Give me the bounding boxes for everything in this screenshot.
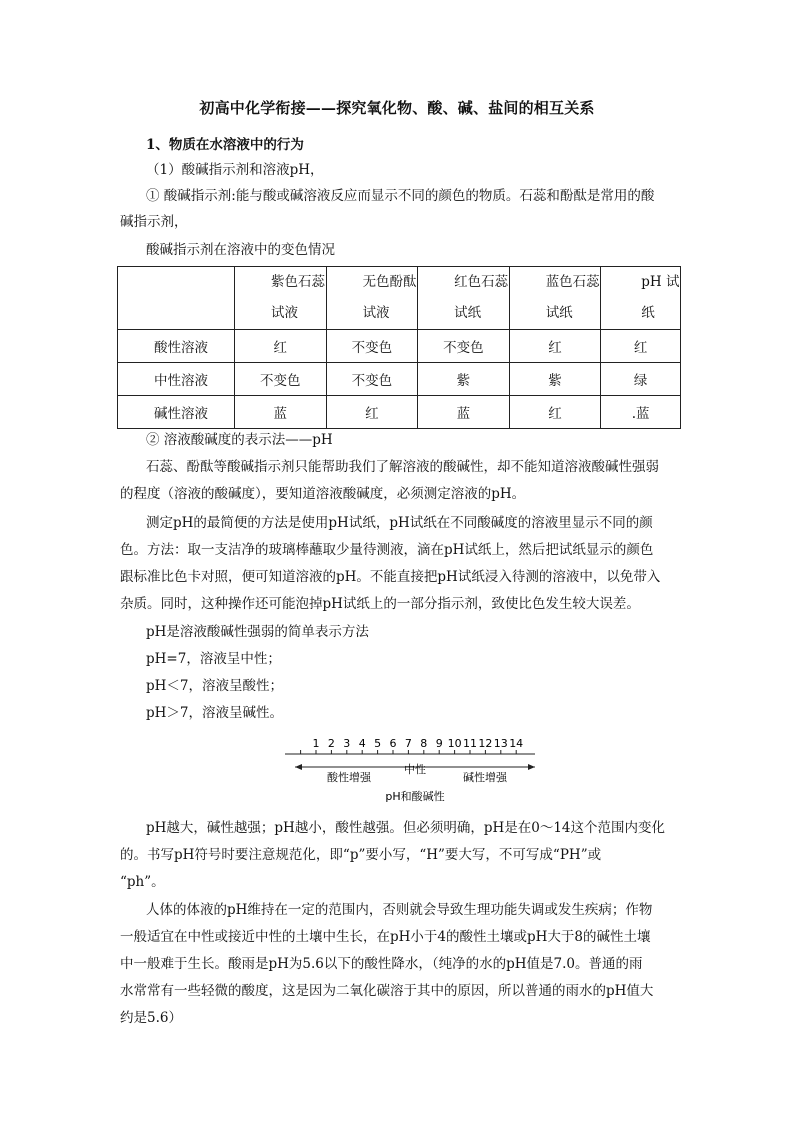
- table-cell: 紫: [509, 363, 601, 396]
- table-cell: 不变色: [418, 330, 510, 363]
- ph-tick-label: 1: [312, 737, 320, 750]
- paragraph-line: 水常常有一些轻微的酸度，这是因为二氧化碳溶于其中的原因，所以普通的雨水的pH值大: [120, 983, 654, 999]
- paragraph-line: pH越大，碱性越强；pH越小，酸性越强。但必须明确，pH是在0～14这个范围内变化: [146, 820, 666, 836]
- paragraph-line: 杂质。同时，这种操作还可能泡掉pH试纸上的一部分指示剂，致使比色发生较大误差。: [120, 596, 640, 612]
- table-cell: .蓝: [601, 396, 681, 429]
- table-cell: 红: [601, 330, 681, 363]
- table-cell: 红: [509, 330, 601, 363]
- paragraph-line: 石蕊、酚酞等酸碱指示剂只能帮助我们了解溶液的酸碱性，却不能知道溶液酸碱性强弱: [146, 459, 659, 475]
- subsection-heading: （1）酸碱指示剂和溶液pH，: [146, 162, 324, 178]
- ph-tick-label: 11: [463, 737, 477, 750]
- table-row-label: 碱性溶液: [118, 396, 235, 429]
- table-header-cell: 蓝色石蕊 试纸: [509, 267, 601, 330]
- table-cell: 红: [509, 396, 601, 429]
- table-caption: 酸碱指示剂在溶液中的变色情况: [146, 242, 335, 258]
- table-cell: 蓝: [235, 396, 327, 429]
- ph-tick-label: 7: [404, 737, 412, 750]
- ph-tick-label: 2: [327, 737, 335, 750]
- table-cell: 不变色: [326, 330, 418, 363]
- table-cell: 红: [326, 396, 418, 429]
- indicator-definition-line2: 碱指示剂，: [120, 214, 188, 230]
- table-cell: 蓝: [418, 396, 510, 429]
- ph-rule-basic: pH＞7，溶液呈碱性。: [146, 705, 284, 721]
- section-heading: 1、物质在水溶液中的行为: [146, 137, 304, 153]
- paragraph-line: 中一般难于生长。酸雨是pH为5.6以下的酸性降水，（纯净的水的pH值是7.0。普通的雨: [120, 956, 643, 972]
- ph-tick-label: 3: [343, 737, 351, 750]
- paragraph-line: 跟标准比色卡对照，便可知道溶液的pH。不能直接把pH试纸浸入待测的溶液中，以免带入: [120, 569, 661, 585]
- ph-tick-label: 8: [420, 737, 428, 750]
- ph-tick-label: 6: [389, 737, 397, 750]
- table-header-cell: pH 试 纸: [601, 267, 681, 330]
- table-cell: 绿: [601, 363, 681, 396]
- table-row: [118, 363, 681, 396]
- ph-scale-diagram: [285, 733, 540, 813]
- table-header-cell: 紫色石蕊 试液: [235, 267, 327, 330]
- table-corner-cell: [118, 267, 235, 330]
- ph-rule-acidic: pH＜7，溶液呈酸性；: [146, 678, 284, 694]
- ph-tick-labels: [313, 737, 524, 750]
- indicator-color-table: [117, 266, 681, 429]
- table-header-row: [118, 267, 681, 330]
- paragraph-line: “ph”。: [120, 874, 165, 890]
- table-row: [118, 396, 681, 429]
- arrow-right-icon: [528, 764, 535, 770]
- paragraph-line: 一般适宜在中性或接近中性的土壤中生长，在pH小于4的酸性土壤或pH大于8的碱性土壤: [120, 929, 651, 945]
- ph-tick-label: 5: [374, 737, 382, 750]
- document-title: 初高中化学衔接——探究氧化物、酸、碱、盐间的相互关系: [199, 99, 595, 117]
- paragraph-line: 人体的体液的pH维持在一定的范围内，否则就会导致生理功能失调或发生疾病；作物: [146, 902, 653, 918]
- ph-tick-label: 13: [493, 737, 508, 750]
- table-header-cell: 无色酚酞 试液: [326, 267, 418, 330]
- base-label: 碱性增强: [463, 771, 507, 784]
- indicator-definition-line1: ① 酸碱指示剂:能与酸或碱溶液反应而显示不同的颜色的物质。石蕊和酚酞是常用的酸: [146, 188, 655, 204]
- ph-rule-neutral: pH=7，溶液呈中性；: [146, 651, 281, 667]
- ph-tick-marks: [301, 750, 517, 754]
- ph-scale-caption: pH和酸碱性: [385, 790, 445, 803]
- table-cell: 不变色: [326, 363, 418, 396]
- paragraph-line: 约是5.6）: [120, 1010, 182, 1026]
- table-cell: 紫: [418, 363, 510, 396]
- ph-tick-label: 4: [358, 737, 366, 750]
- table-row-label: 中性溶液: [118, 363, 235, 396]
- ph-tick-label: 12: [478, 737, 493, 750]
- neutral-label: 中性: [404, 763, 426, 776]
- table-row-label: 酸性溶液: [118, 330, 235, 363]
- paragraph-line: 的。书写pH符号时要注意规范化，即“p”要小写，“H”要大写，不可写成“PH”或: [120, 847, 602, 863]
- ph-tick-label: 14: [509, 737, 524, 750]
- paragraph-line: pH是溶液酸碱性强弱的简单表示方法: [146, 624, 369, 640]
- ph-tick-label: 10: [447, 737, 462, 750]
- acid-label: 酸性增强: [327, 771, 371, 784]
- paragraph-line: 色。方法：取一支洁净的玻璃棒蘸取少量待测液，滴在pH试纸上，然后把试纸显示的颜色: [120, 542, 654, 558]
- ph-heading: ② 溶液酸碱度的表示法——pH: [146, 432, 333, 448]
- paragraph-line: 测定pH的最简便的方法是使用pH试纸，pH试纸在不同酸碱度的溶液里显示不同的颜: [146, 515, 653, 531]
- table-cell: 红: [235, 330, 327, 363]
- table-cell: 不变色: [235, 363, 327, 396]
- table-row: [118, 330, 681, 363]
- table-header-cell: 红色石蕊 试纸: [418, 267, 510, 330]
- ph-tick-label: 9: [435, 737, 443, 750]
- arrow-left-icon: [295, 764, 302, 770]
- paragraph-line: 的程度（溶液的酸碱度），要知道溶液酸碱度，必须测定溶液的pH。: [120, 486, 526, 502]
